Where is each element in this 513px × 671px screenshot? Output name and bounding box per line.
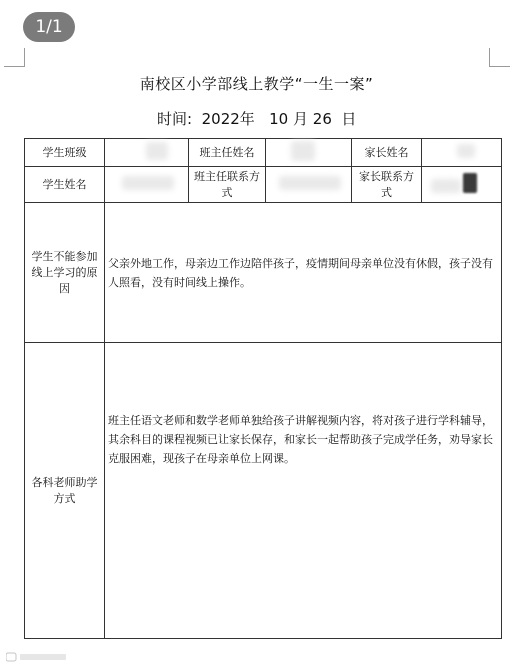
parent-name-label: 家长姓名 [352,139,422,167]
form-row-class [25,139,502,167]
head-teacher-name-label: 班主任姓名 [189,139,266,167]
date-year: 2022年 [201,110,255,128]
head-teacher-contact-label: 班主任联系方式 [189,167,266,203]
date-day-unit: 日 [341,110,357,128]
redacted-head-teacher-contact [279,176,341,190]
watermark-icon [6,651,70,663]
form-row-reason [25,203,502,343]
class-label: 学生班级 [25,139,105,167]
redacted-parent-name [457,144,475,158]
crop-mark-top-right [489,48,510,67]
parent-contact-value [422,167,502,203]
help-label: 各科老师助学方式 [25,343,105,639]
parent-contact-label: 家长联系方式 [352,167,422,203]
date-month-unit: 月 [292,110,308,128]
crop-mark-top-left [4,48,25,67]
redacted-parent-contact-light [431,179,461,193]
redacted-student-name [122,176,174,190]
redacted-head-teacher-name [291,141,315,161]
head-teacher-name-value [266,139,352,167]
class-value [105,139,189,167]
head-teacher-contact-value [266,167,352,203]
student-name-value [105,167,189,203]
page-indicator: 1/1 [23,12,75,42]
parent-name-value [422,139,502,167]
date-prefix: 时间: [157,110,193,128]
redacted-parent-contact-dark [463,173,477,193]
student-name-label: 学生姓名 [25,167,105,203]
redacted-class [146,142,168,160]
help-text: 班主任语文老师和数学老师单独给孩子讲解视频内容，将对孩子进行学科辅导，其余科目的课程视频已让家长保存，和家长一起帮助孩子完成学任务，劝导家长克服困难，现孩子在母亲单位上网课。 [105,343,502,639]
date-line [157,108,356,129]
form-row-help [25,343,502,639]
reason-label: 学生不能参加线上学习的原因 [25,203,105,343]
watermark-logo [6,651,70,666]
form-row-student [25,167,502,203]
reason-text: 父亲外地工作，母亲边工作边陪伴孩子，疫情期间母亲单位没有休假，孩子没有人照看，没有时间线上操作。 [105,203,502,343]
date-month: 10 [269,110,289,128]
document-title: 南校区小学部线上教学“一生一案” [139,75,374,93]
student-plan-form [24,138,502,639]
date-day: 26 [312,110,332,128]
